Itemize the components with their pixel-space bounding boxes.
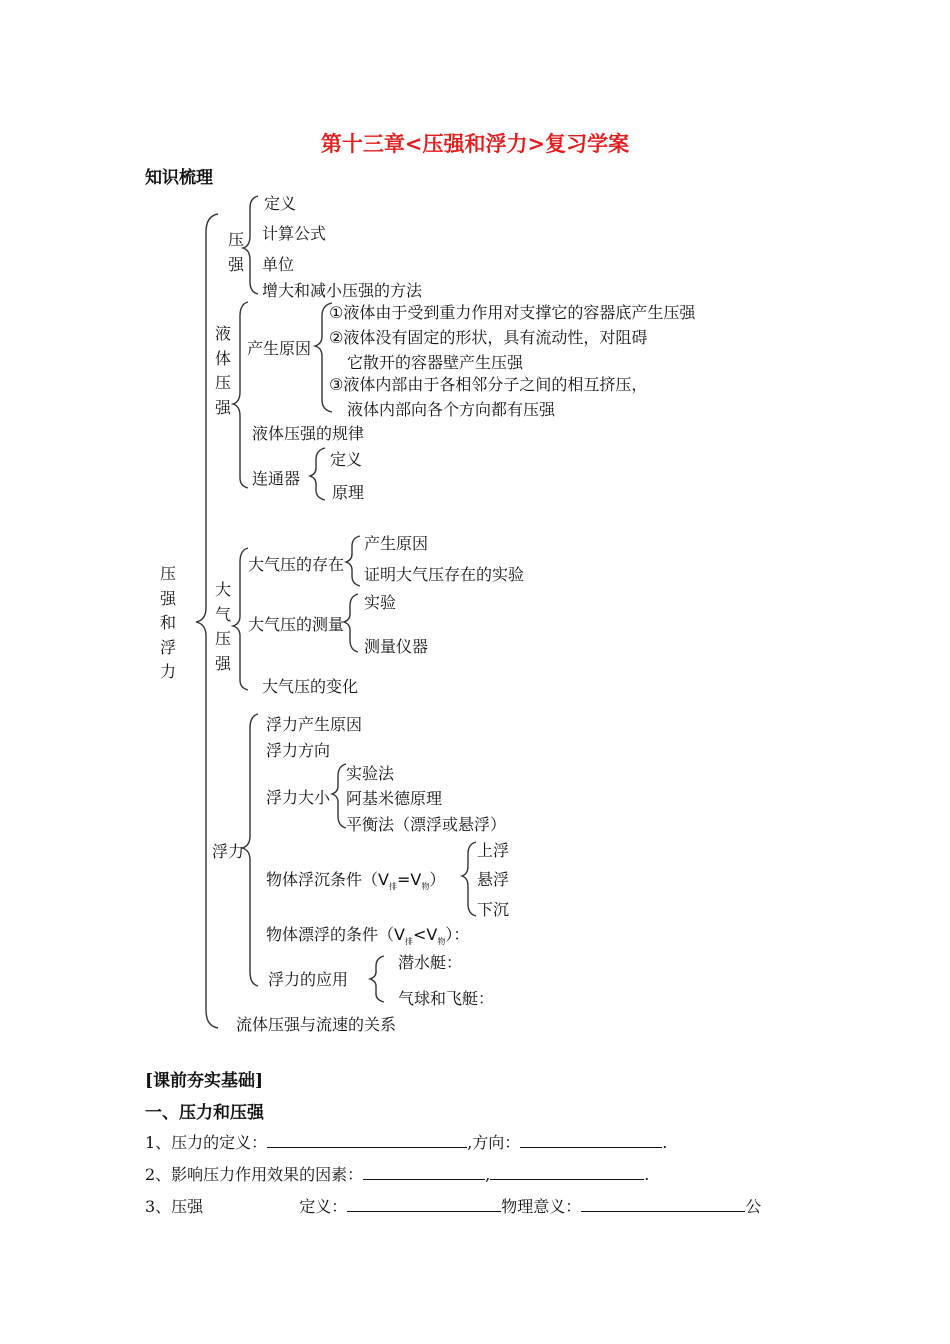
connector-item-principle: 原理 xyxy=(332,483,365,502)
pressure-item-formula: 计算公式 xyxy=(262,224,327,243)
sink-float-item-rise: 上浮 xyxy=(477,841,510,860)
pressure-node: 压强 xyxy=(227,230,244,274)
buoyancy-direction-node: 浮力方向 xyxy=(266,741,331,760)
page-title: 第十三章<压强和浮力>复习学案 xyxy=(320,131,630,156)
pressure-item-unit: 单位 xyxy=(262,255,295,274)
buoyancy-size-item: 平衡法（漂浮或悬浮） xyxy=(346,815,507,834)
atmos-existence-item: 产生原因 xyxy=(364,534,429,553)
pressure-item-methods: 增大和减小压强的方法 xyxy=(262,281,423,300)
buoyancy-size-node: 浮力大小 xyxy=(266,788,331,807)
question-3: 3、压强 定义： 物理意义： 公 xyxy=(145,1197,762,1216)
sink-float-item-suspend: 悬浮 xyxy=(477,870,510,889)
question-2: 2、影响压力作用效果的因素： , . xyxy=(145,1165,650,1184)
application-item-balloon: 气球和飞艇： xyxy=(398,989,495,1008)
atmos-existence-item: 证明大气压存在的实验 xyxy=(364,565,525,584)
blank-field[interactable] xyxy=(581,1196,745,1212)
atmospheric-pressure-node: 大气压强 xyxy=(214,580,231,673)
blank-field[interactable] xyxy=(363,1164,485,1180)
liquid-cause-item: 液体内部向各个方向都有压强 xyxy=(347,400,556,419)
fluid-pressure-node: 流体压强与流速的关系 xyxy=(236,1015,397,1034)
sink-float-condition-node: 物体浮沉条件$(V_排=V_物)$ xyxy=(266,870,446,892)
liquid-cause-item: ①液体由于受到重力作用对支撑它的容器底产生压强 xyxy=(329,303,696,322)
liquid-cause-item: ②液体没有固定的形状，具有流动性，对阻碍 xyxy=(329,328,648,347)
outline-heading: 知识梳理 xyxy=(145,168,213,188)
liquid-pressure-node: 液体压强 xyxy=(214,324,231,417)
section-bracket-heading: [课前夯实基础] xyxy=(145,1071,264,1091)
connector-item-definition: 定义 xyxy=(330,450,363,469)
application-item-submarine: 潜水艇： xyxy=(398,953,463,972)
blank-field[interactable] xyxy=(520,1132,662,1148)
blank-field[interactable] xyxy=(267,1132,467,1148)
section-1-heading: 一、压力和压强 xyxy=(145,1103,264,1123)
floating-condition-node: 物体漂浮的条件$(V_排<V_物)$： xyxy=(266,925,470,947)
pressure-item-definition: 定义 xyxy=(264,194,297,213)
atmos-existence-node: 大气压的存在 xyxy=(248,555,345,574)
atmos-measure-item: 测量仪器 xyxy=(364,637,429,656)
question-1: 1、压力的定义： ,方向： . xyxy=(145,1133,668,1152)
atmos-measure-node: 大气压的测量 xyxy=(248,615,345,634)
buoyancy-size-item: 实验法 xyxy=(346,764,395,783)
liquid-law-node: 液体压强的规律 xyxy=(252,424,365,443)
atmos-measure-item: 实验 xyxy=(364,593,397,612)
liquid-cause-item: 它散开的容器壁产生压强 xyxy=(347,353,524,372)
blank-field[interactable] xyxy=(490,1164,644,1180)
sink-float-item-sink: 下沉 xyxy=(477,900,510,919)
atmos-change-node: 大气压的变化 xyxy=(262,677,359,696)
blank-field[interactable] xyxy=(347,1196,501,1212)
buoyancy-application-node: 浮力的应用 xyxy=(268,970,349,989)
buoyancy-node: 浮力 xyxy=(212,842,245,861)
connector-node: 连通器 xyxy=(252,469,301,488)
root-node: 压强和浮力 xyxy=(159,564,176,681)
liquid-cause-node: 产生原因 xyxy=(247,339,312,358)
liquid-cause-item: ③液体内部由于各相邻分子之间的相互挤压， xyxy=(329,375,648,394)
buoyancy-cause-node: 浮力产生原因 xyxy=(266,715,363,734)
buoyancy-size-item: 阿基米德原理 xyxy=(346,789,443,808)
